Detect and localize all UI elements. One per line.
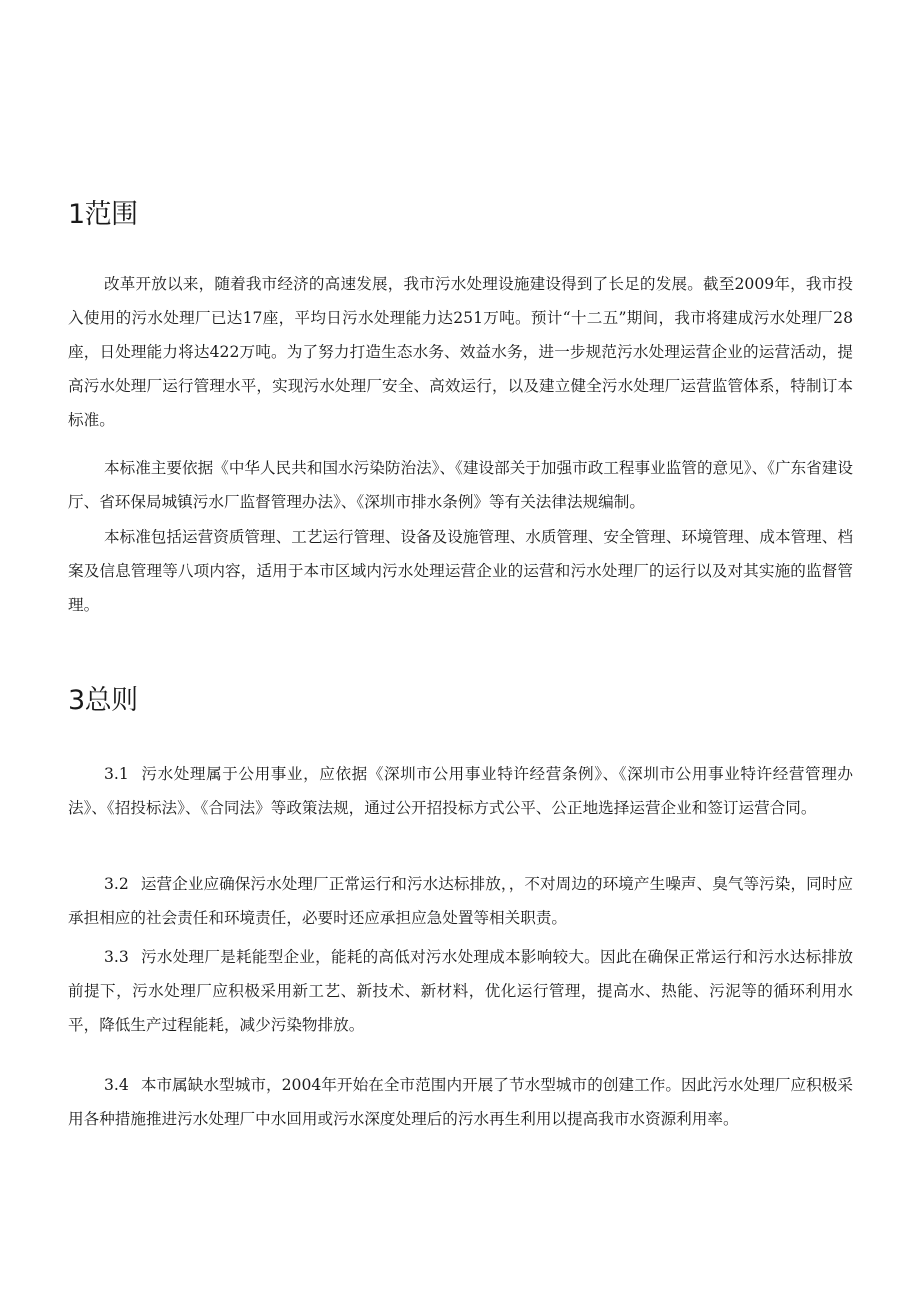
clause-number: 3.4 bbox=[104, 1076, 129, 1094]
clause-text: 污水处理属于公用事业，应依据《深圳市公用事业特许经营条例》、《深圳市公用事业特许经营管理办法》、《招投标法》、《合同法》等政策法规，通过公开招投标方式公平、公正地选择运营企业和签订运营合同。 bbox=[68, 765, 853, 817]
section-1-paragraph-2: 本标准主要依据《中华人民共和国水污染防治法》、《建设部关于加强市政工程事业监管的意见》、《广东省建设厅、省环保局城镇污水厂监督管理办法》、《深圳市排水条例》等有关法律法规编制。 bbox=[68, 459, 853, 511]
clause-text: 污水处理厂是耗能型企业，能耗的高低对污水处理成本影响较大。因此在确保正常运行和污水达标排放前提下，污水处理厂应积极采用新工艺、新技术、新材料，优化运行管理，提高水、热能、污泥等的循环利用水平，降低生产过程能耗，减少污染物排放。 bbox=[68, 948, 853, 1034]
clause-text: 运营企业应确保污水处理厂正常运行和污水达标排放，，不对周边的环境产生噪声、臭气等污染，同时应承担相应的社会责任和环境责任，必要时还应承担应急处置等相关职责。 bbox=[68, 875, 853, 927]
clause-3-2 bbox=[68, 867, 853, 935]
clause-number: 3.1 bbox=[104, 765, 129, 783]
clause-number: 3.3 bbox=[104, 948, 129, 966]
clause-number: 3.2 bbox=[104, 875, 129, 893]
clause-3-3 bbox=[68, 940, 853, 1042]
section-1-heading: 1范围 bbox=[68, 199, 138, 230]
section-3-heading: 3总则 bbox=[68, 685, 138, 716]
section-1-paragraph-3: 本标准包括运营资质管理、工艺运行管理、设备及设施管理、水质管理、安全管理、环境管理、成本管理、档案及信息管理等八项内容，适用于本市区域内污水处理运营企业的运营和污水处理厂的运行以及对其实施的监督管理。 bbox=[68, 528, 853, 614]
section-1-paragraph-1: 改革开放以来，随着我市经济的高速发展，我市污水处理设施建设得到了长足的发展。截至2009年，我市投入使用的污水处理厂已达17座，平均日污水处理能力达251万吨。预计“十二五”期间，我市将建成污水处理厂28座，日处理能力将达422万吨。为了努力打造生态水务、效益水务，进一步规范污水处理运营企业的运营活动，提高污水处理厂运行管理水平，实现污水处理厂安全、高效运行，以及建立健全污水处理厂运营监管体系，特制订本标准。 bbox=[68, 275, 853, 429]
clause-text: 本市属缺水型城市，2004年开始在全市范围内开展了节水型城市的创建工作。因此污水处理厂应积极采用各种措施推进污水处理厂中水回用或污水深度处理后的污水再生利用以提高我市水资源利用率。 bbox=[68, 1076, 853, 1128]
clause-3-4 bbox=[68, 1068, 853, 1136]
clause-3-1 bbox=[68, 757, 853, 825]
